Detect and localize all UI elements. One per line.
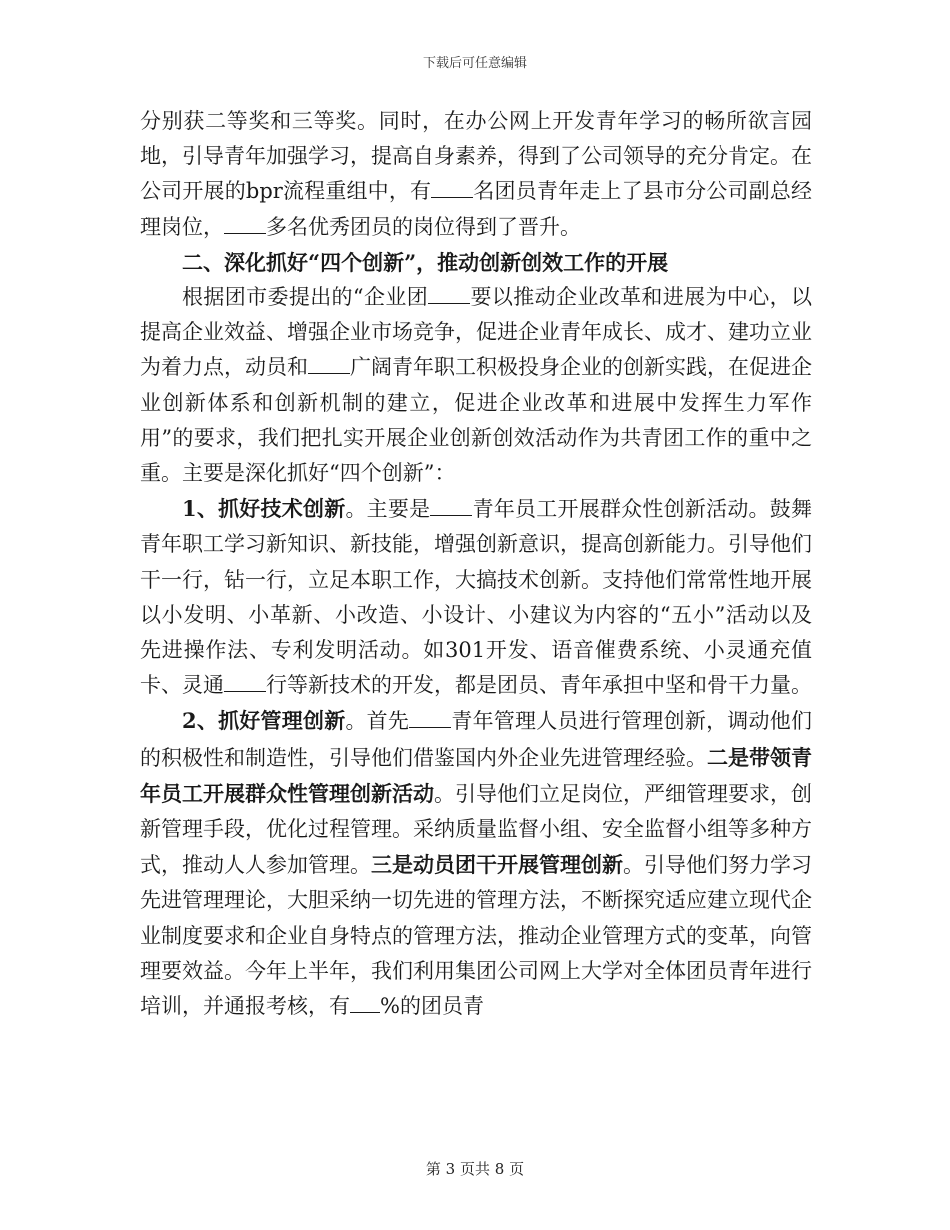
paragraph-text: 。引导他们努力学习先进管理理论，大胆采纳一切先进的管理方法，不断探究适应建立现代企业制度要求和企业自身特点的管理方法，推动企业管理方式的变革，向管理要效益。今年上半年，我们利用集团公司网上大学对全体团员青年进行培训，并通报考核，有 [140,853,812,1019]
paragraph-tech-innovation [140,491,812,703]
blank-line [430,515,472,516]
section-heading: 二、深化抓好“四个创新”，推动创新创效工作的开展 [182,249,669,275]
paragraph-text: 要以推动企业改革和进展为中心，以提高企业效益、增强企业市场竞争，促进企业青年成长、成才、建功立业为着力点，动员和 [140,285,812,380]
paragraph-text: 青年员工开展群众性创新活动。鼓舞青年职工学习新知识、新技能，增强创新意识，提高创新能力。引导他们干一行，钻一行，立足本职工作，大搞技术创新。支持他们常常性地开展以小发明、小革新、小改造、小设计、小建议为内容的“五小”活动以及先进操作法、专利发明活动。如301开发、语音催费系统、小灵通充值卡、灵通 [140,497,813,698]
blank-line [409,727,451,728]
blank-line [308,373,350,374]
paragraph-text: 。引导他们立足岗位，严细管理要求，创新管理手段，优化过程管理。采纳质量监督小组、安全监督小组等多种方式，推动人人参加管理。 [140,781,812,878]
page-header: 下载后可任意编辑 [422,56,527,71]
paragraph-text: 青年管理人员进行管理创新，调动他们的积极性和制造性，引导他们借鉴国内外企业先进管理经验。 [140,709,812,770]
subsection-title: 2、抓好管理创新 [182,708,346,734]
blank-line [224,233,266,234]
bold-point: 二是带领青年员工开展群众性管理创新活动 [140,744,812,806]
blank-line [431,197,473,198]
page-footer: 第 3 页共 8 页 [425,1160,525,1178]
paragraph-awards [140,104,812,245]
document-body [140,104,812,1024]
blank-line [224,691,266,692]
paragraph-text: 。首先 [345,709,410,734]
paragraph-text: 行等新技术的开发，都是团员、青年承担中坚和骨干力量。 [266,673,812,698]
paragraph-text: 名团员青年走上了县市分公司副总经理岗位， [140,179,812,239]
paragraph-mgmt-innovation [140,703,812,1024]
subsection-title: 1、抓好技术创新 [182,496,346,522]
paragraph-text: 。主要是 [345,497,431,522]
paragraph-text: 多名优秀团员的岗位得到了晋升。 [266,214,581,239]
paragraph-intro [140,280,812,491]
blank-line [428,303,470,304]
bold-point: 三是动员团干开展管理创新 [371,852,623,878]
paragraph-text: 分别获二等奖和三等奖。同时，在办公网上开发青年学习的畅所欲言园地，引导青年加强学习，提高自身素养，得到了公司领导的充分肯定。在公司开展的bpr流程重组中，有 [140,109,812,204]
blank-line [350,1012,380,1013]
paragraph-text: 根据团市委提出的“企业团 [182,285,429,310]
paragraph-text: 广阔青年职工积极投身企业的创新实践，在促进企业创新体系和创新机制的建立，促进企业改革和进展中发挥生力军作用”的要求，我们把扎实开展企业创新创效活动作为共青团工作的重中之重。主要是深化抓好“四个创新”： [140,355,812,486]
paragraph-text: %的团员青 [380,994,484,1019]
